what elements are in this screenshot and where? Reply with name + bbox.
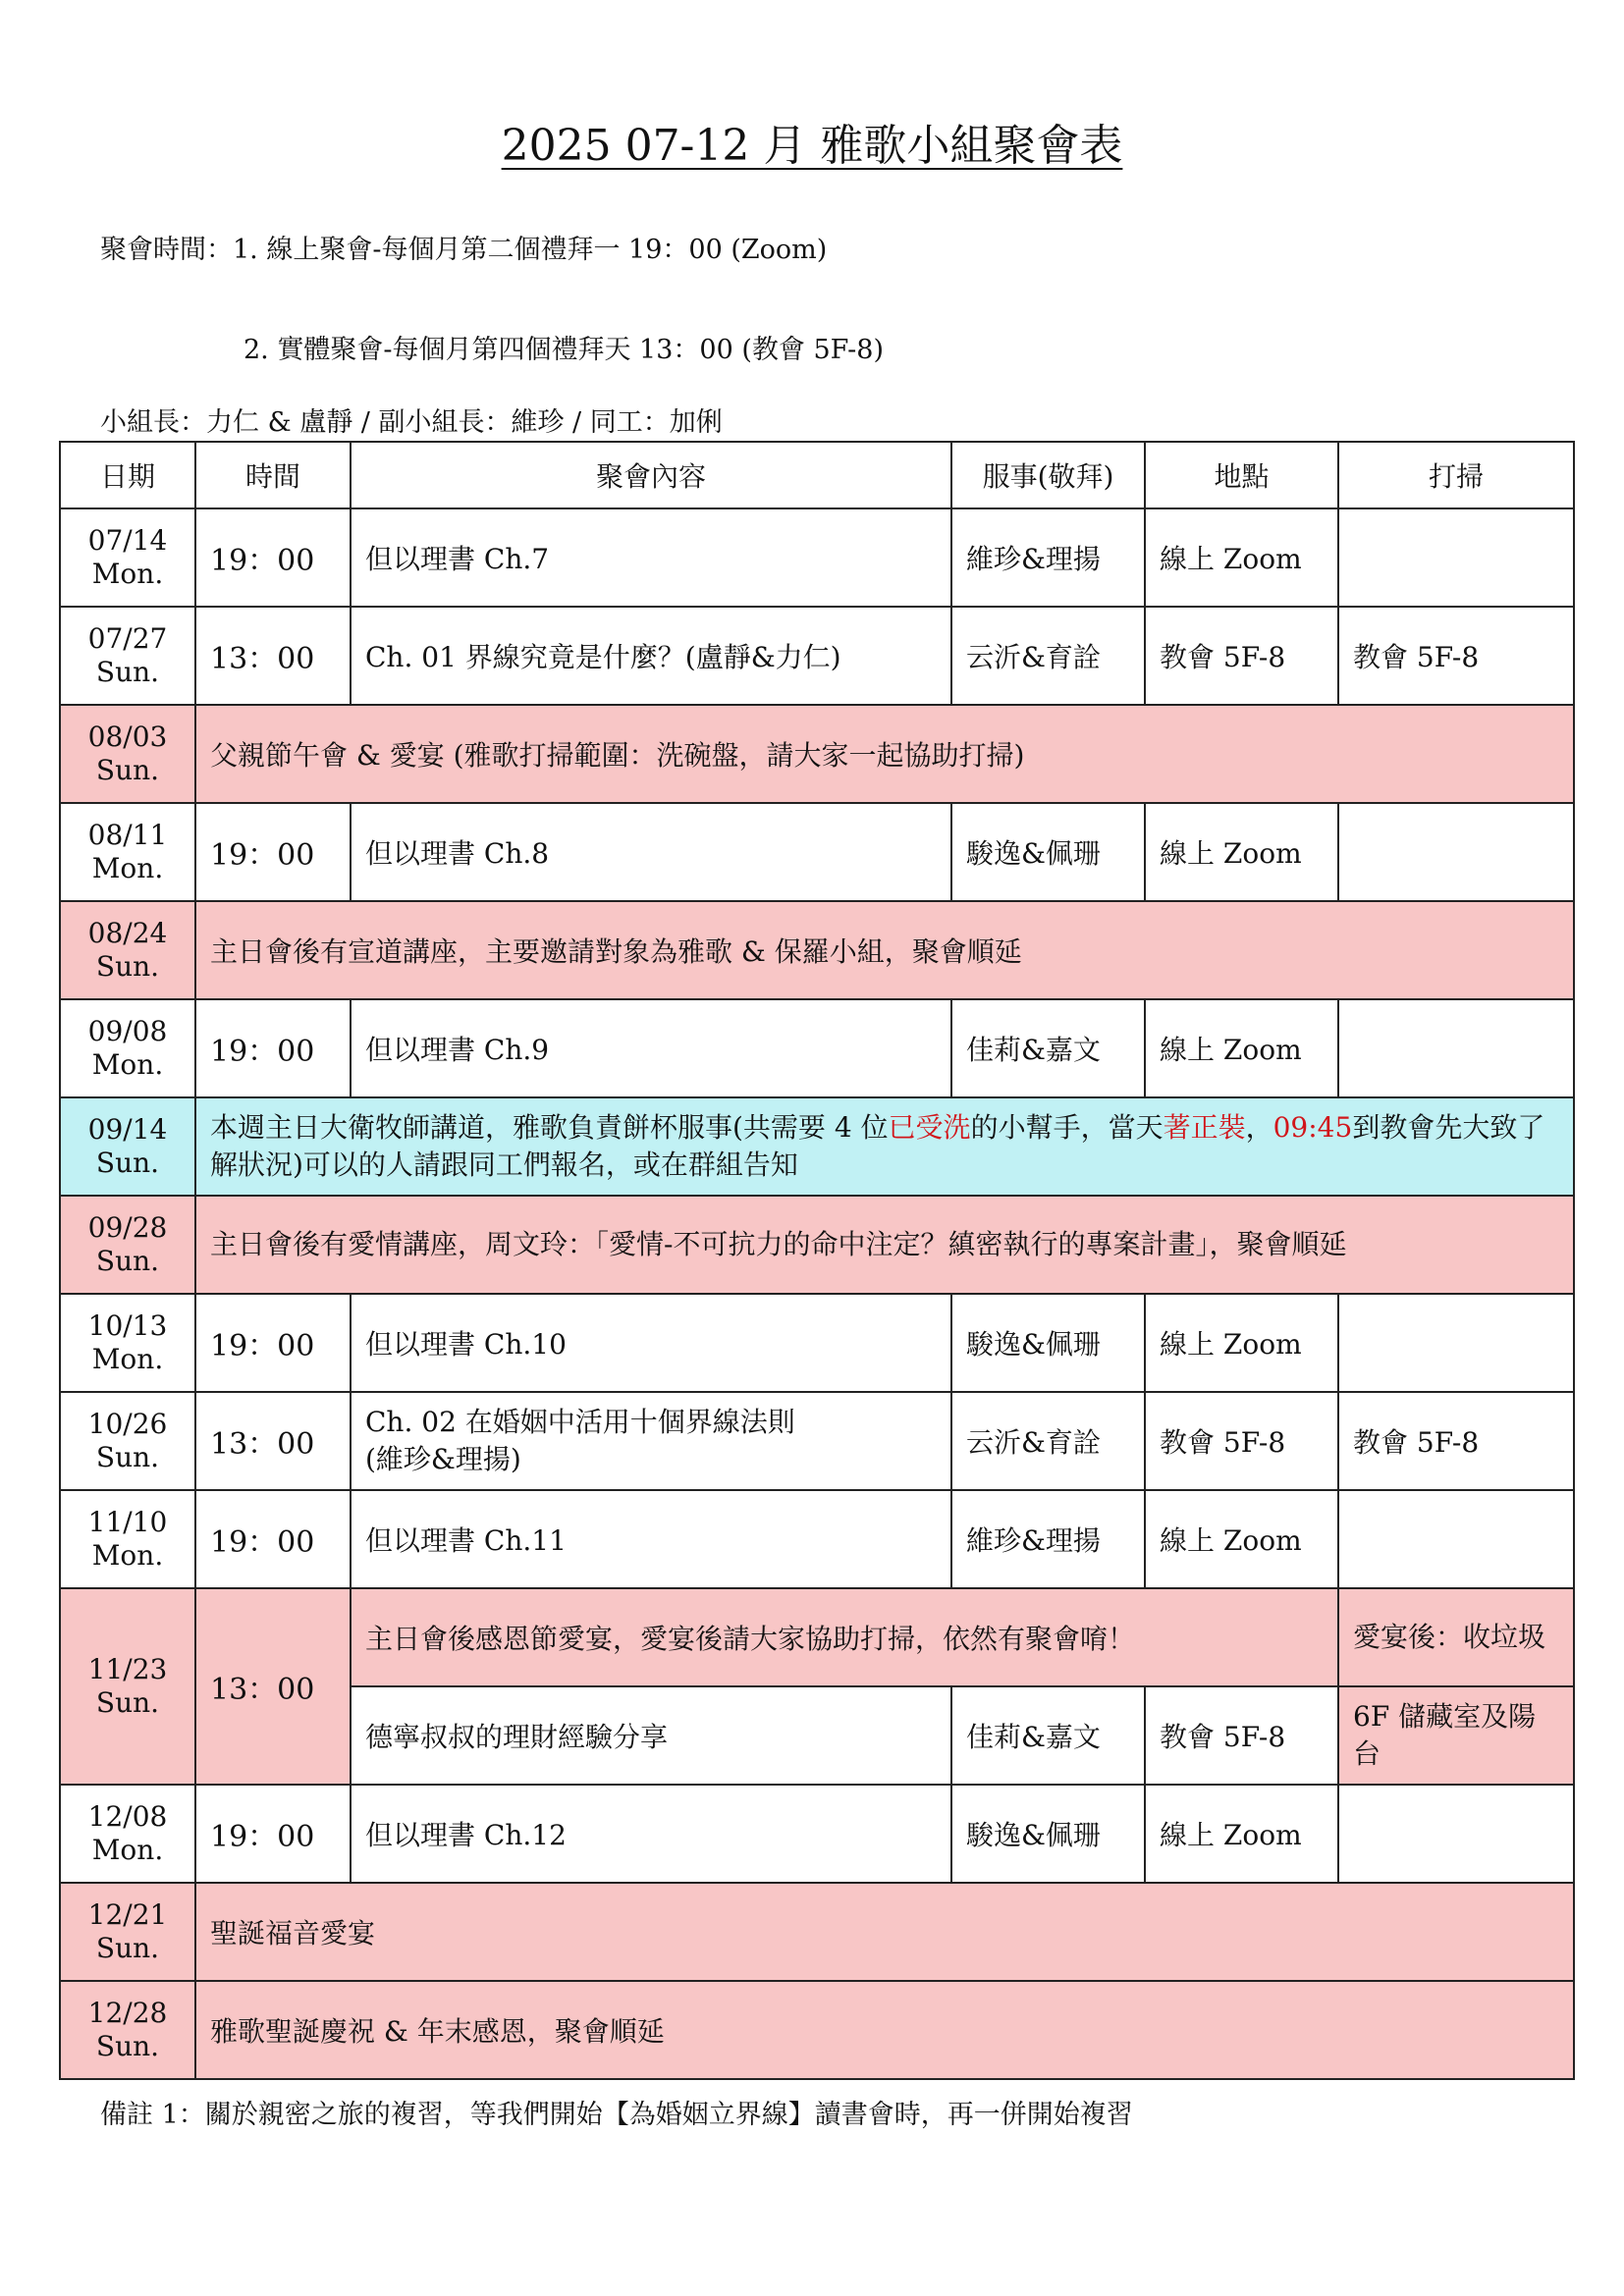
note-cell: 主日會後有宣道講座，主要邀請對象為雅歌 & 保羅小組，聚會順延	[195, 901, 1574, 999]
content-cell: 但以理書 Ch.12	[351, 1785, 951, 1883]
cleaning-cell: 6F 儲藏室及陽台	[1338, 1686, 1574, 1785]
location-cell: 線上 Zoom	[1145, 1785, 1338, 1883]
date-cell: 12/28 Sun.	[60, 1981, 195, 2079]
date-cell: 07/14 Mon.	[60, 508, 195, 607]
time-cell: 13：00	[195, 1392, 351, 1490]
table-row	[60, 1196, 1574, 1294]
content-cell: 但以理書 Ch.8	[351, 803, 951, 901]
service-cell: 云沂&育詮	[951, 1392, 1145, 1490]
note-cell: 本週主日大衛牧師講道，雅歌負責餅杯服事(共需要 4 位已受洗的小幫手，當天著正裝，09:45到教會先大致了解狀況)可以的人請跟同工們報名，或在群組告知	[195, 1097, 1574, 1196]
table-row	[60, 1883, 1574, 1981]
remark-note: 備註 1：關於親密之旅的複習，等我們開始【為婚姻立界線】讀書會時，再一併開始複習	[100, 2100, 1133, 2130]
service-cell: 維珍&理揚	[951, 508, 1145, 607]
service-cell: 云沂&育詮	[951, 607, 1145, 705]
cleaning-cell	[1338, 508, 1574, 607]
header-location: 地點	[1145, 442, 1338, 508]
time-cell: 19：00	[195, 1785, 351, 1883]
content-cell: Ch. 02 在婚姻中活用十個界線法則 (維珍&理揚)	[351, 1392, 951, 1490]
note-cell: 主日會後有愛情講座，周文玲：「愛情-不可抗力的命中注定？縝密執行的專案計畫」，聚會順延	[195, 1196, 1574, 1294]
date-cell: 08/24 Sun.	[60, 901, 195, 999]
table-row	[60, 901, 1574, 999]
date-cell: 10/26 Sun.	[60, 1392, 195, 1490]
header-time: 時間	[195, 442, 351, 508]
content-cell: 但以理書 Ch.9	[351, 999, 951, 1097]
date-cell: 09/14 Sun.	[60, 1097, 195, 1196]
date-cell: 08/03 Sun.	[60, 705, 195, 803]
table-row	[60, 508, 1574, 607]
location-cell: 教會 5F-8	[1145, 1392, 1338, 1490]
time-cell: 19：00	[195, 508, 351, 607]
time-cell: 19：00	[195, 1294, 351, 1392]
location-cell: 線上 Zoom	[1145, 1294, 1338, 1392]
header-date: 日期	[60, 442, 195, 508]
location-cell: 線上 Zoom	[1145, 508, 1338, 607]
service-cell: 駿逸&佩珊	[951, 803, 1145, 901]
table-row	[60, 1392, 1574, 1490]
table-row	[60, 1981, 1574, 2079]
table-row	[60, 1097, 1574, 1196]
cleaning-cell: 教會 5F-8	[1338, 1392, 1574, 1490]
date-cell: 11/10 Mon.	[60, 1490, 195, 1588]
location-cell: 教會 5F-8	[1145, 1686, 1338, 1785]
date-cell: 07/27 Sun.	[60, 607, 195, 705]
meeting-time-line-2: 2. 實體聚會-每個月第四個禮拜天 13：00 (教會 5F-8)	[244, 335, 884, 365]
table-row	[60, 1588, 1574, 1686]
time-cell: 19：00	[195, 803, 351, 901]
time-cell: 13：00	[195, 607, 351, 705]
cleaning-cell	[1338, 803, 1574, 901]
table-row	[60, 803, 1574, 901]
header-cleaning: 打掃	[1338, 442, 1574, 508]
date-cell: 12/08 Mon.	[60, 1785, 195, 1883]
content-cell: Ch. 01 界線究竟是什麼？(盧靜&力仁)	[351, 607, 951, 705]
service-cell: 維珍&理揚	[951, 1490, 1145, 1588]
location-cell: 線上 Zoom	[1145, 1490, 1338, 1588]
service-cell: 駿逸&佩珊	[951, 1785, 1145, 1883]
note-cell: 聖誕福音愛宴	[195, 1883, 1574, 1981]
date-cell: 09/28 Sun.	[60, 1196, 195, 1294]
date-cell: 10/13 Mon.	[60, 1294, 195, 1392]
location-cell: 教會 5F-8	[1145, 607, 1338, 705]
date-cell: 09/08 Mon.	[60, 999, 195, 1097]
header-service: 服事(敬拜)	[951, 442, 1145, 508]
content-cell: 德寧叔叔的理財經驗分享	[351, 1686, 951, 1785]
time-cell: 19：00	[195, 999, 351, 1097]
cleaning-cell: 愛宴後：收垃圾	[1338, 1588, 1574, 1686]
header-content: 聚會內容	[351, 442, 951, 508]
table-row	[60, 999, 1574, 1097]
note-cell: 雅歌聖誕慶祝 & 年末感恩，聚會順延	[195, 1981, 1574, 2079]
location-cell: 線上 Zoom	[1145, 803, 1338, 901]
table-row	[60, 705, 1574, 803]
location-cell: 線上 Zoom	[1145, 999, 1338, 1097]
content-cell: 但以理書 Ch.11	[351, 1490, 951, 1588]
note-cell: 父親節午會 & 愛宴 (雅歌打掃範圍：洗碗盤，請大家一起協助打掃)	[195, 705, 1574, 803]
cleaning-cell	[1338, 1490, 1574, 1588]
table-row	[60, 1490, 1574, 1588]
schedule-table	[59, 441, 1575, 2080]
cleaning-cell	[1338, 1294, 1574, 1392]
header-row	[60, 442, 1574, 508]
page-title: 2025 07-12 月 雅歌小組聚會表	[501, 121, 1123, 171]
table-row	[60, 1294, 1574, 1392]
cleaning-cell	[1338, 1785, 1574, 1883]
time-cell: 19：00	[195, 1490, 351, 1588]
date-cell: 12/21 Sun.	[60, 1883, 195, 1981]
date-cell: 08/11 Mon.	[60, 803, 195, 901]
time-cell: 13：00	[195, 1588, 351, 1785]
content-cell: 主日會後感恩節愛宴，愛宴後請大家協助打掃，依然有聚會唷！	[351, 1588, 1338, 1686]
meeting-time-line-1: 聚會時間：1. 線上聚會-每個月第二個禮拜一 19：00 (Zoom)	[100, 235, 828, 265]
table-row	[60, 1785, 1574, 1883]
content-cell: 但以理書 Ch.10	[351, 1294, 951, 1392]
table-row	[60, 607, 1574, 705]
service-cell: 佳莉&嘉文	[951, 1686, 1145, 1785]
leaders-line: 小組長：力仁 & 盧靜 / 副小組長：維珍 / 同工：加俐	[100, 407, 723, 438]
content-cell: 但以理書 Ch.7	[351, 508, 951, 607]
service-cell: 駿逸&佩珊	[951, 1294, 1145, 1392]
date-cell: 11/23 Sun.	[60, 1588, 195, 1785]
cleaning-cell	[1338, 999, 1574, 1097]
cleaning-cell: 教會 5F-8	[1338, 607, 1574, 705]
service-cell: 佳莉&嘉文	[951, 999, 1145, 1097]
